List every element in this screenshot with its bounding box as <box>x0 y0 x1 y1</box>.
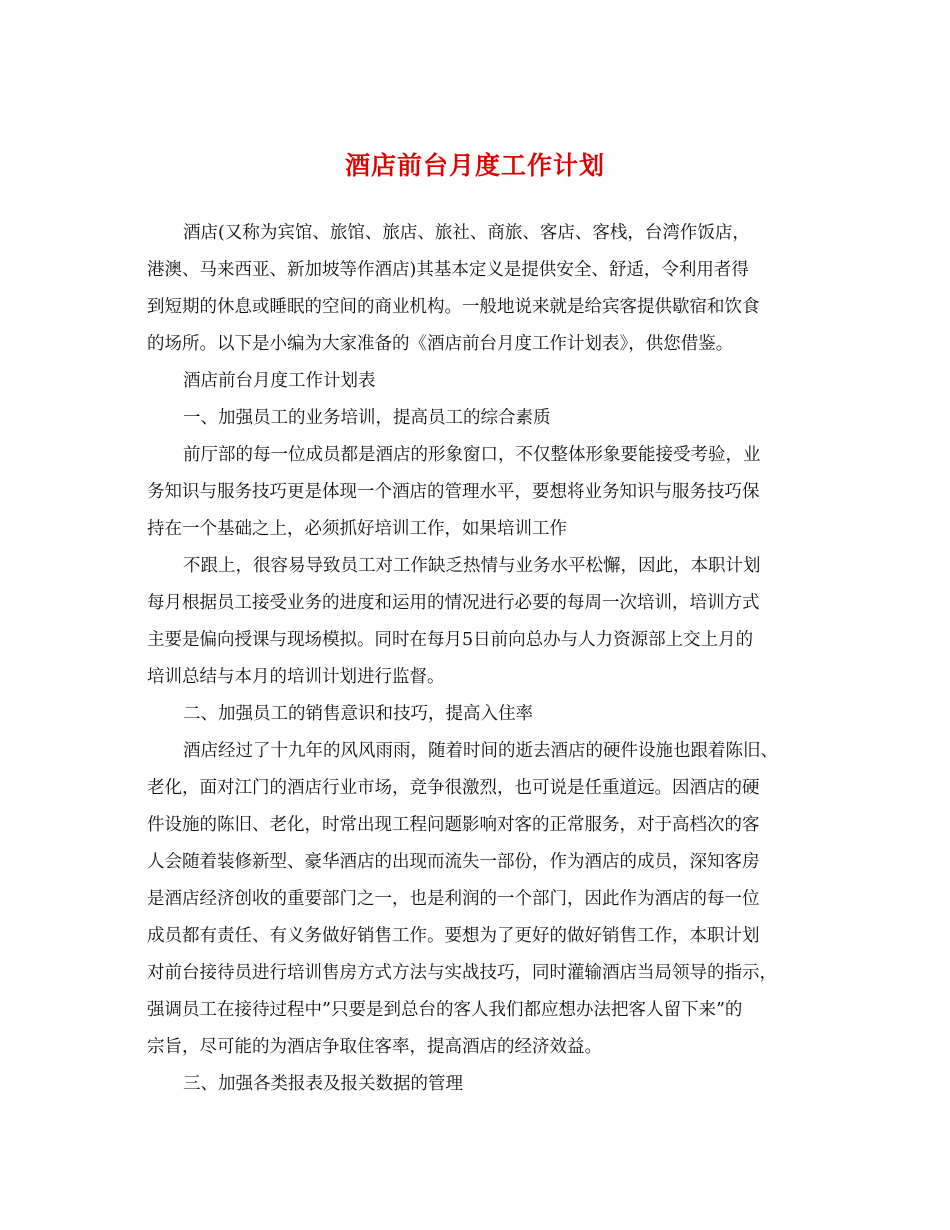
text-line: 宗旨，尽可能的为酒店争取住客率，提高酒店的经济效益。 <box>147 1037 602 1057</box>
section-heading: 三、加强各类报表及报关数据的管理 <box>183 1074 463 1094</box>
section-subtitle: 酒店前台月度工作计划表 <box>183 371 376 391</box>
text-line: 是酒店经济创收的重要部门之一，也是利润的一个部门，因此作为酒店的每一位 <box>147 889 760 909</box>
text-line: 前厅部的每一位成员都是酒店的形象窗口，不仅整体形象要能接受考验，业 <box>183 445 761 465</box>
section-heading: 一、加强员工的业务培训，提高员工的综合素质 <box>183 408 551 428</box>
text-line: 不跟上，很容易导致员工对工作缺乏热情与业务水平松懈，因此，本职计划 <box>183 556 761 576</box>
text-line: 酒店经过了十九年的风风雨雨，随着时间的逝去酒店的硬件设施也跟着陈旧、 <box>183 741 778 761</box>
document-body <box>147 219 807 1107</box>
text-line: 人会随着装修新型、豪华酒店的出现而流失一部份，作为酒店的成员，深知客房 <box>147 852 760 872</box>
document-title: 酒店前台月度工作计划 <box>344 151 605 180</box>
text-line: 持在一个基础之上，必须抓好培训工作，如果培训工作 <box>147 519 567 539</box>
text-line: 老化，面对江门的酒店行业市场，竞争很激烈，也可说是任重道远。因酒店的硬 <box>147 778 760 798</box>
text-line: 每月根据员工接受业务的进度和运用的情况进行必要的每周一次培训，培训方式 <box>147 593 760 613</box>
text-line: 主要是偏向授课与现场模拟。同时在每月5日前向总办与人力资源部上交上月的 <box>147 630 754 650</box>
text-line: 培训总结与本月的培训计划进行监督。 <box>147 667 445 687</box>
text-line: 到短期的休息或睡眠的空间的商业机构。一般地说来就是给宾客提供歇宿和饮食 <box>147 297 760 317</box>
text-line: 强调员工在接待过程中”只要是到总台的客人我们都应想办法把客人留下来”的 <box>147 1000 743 1020</box>
section-heading: 二、加强员工的销售意识和技巧，提高入住率 <box>183 704 533 724</box>
text-line: 港澳、马来西亚、新加坡等作酒店)其基本定义是提供安全、舒适，令利用者得 <box>147 260 749 280</box>
text-line: 务知识与服务技巧更是体现一个酒店的管理水平，要想将业务知识与服务技巧保 <box>147 482 760 502</box>
text-line: 酒店(又称为宾馆、旅馆、旅店、旅社、商旅、客店、客栈，台湾作饭店， <box>183 223 750 243</box>
text-line: 件设施的陈旧、老化，时常出现工程问题影响对客的正常服务，对于高档次的客 <box>147 815 760 835</box>
text-line: 的场所。以下是小编为大家准备的《酒店前台月度工作计划表》，供您借鉴。 <box>147 334 734 354</box>
text-line: 成员都有责任、有义务做好销售工作。要想为了更好的做好销售工作，本职计划 <box>147 926 760 946</box>
text-line: 对前台接待员进行培训售房方式方法与实战技巧，同时灌输酒店当局领导的指示， <box>147 963 777 983</box>
